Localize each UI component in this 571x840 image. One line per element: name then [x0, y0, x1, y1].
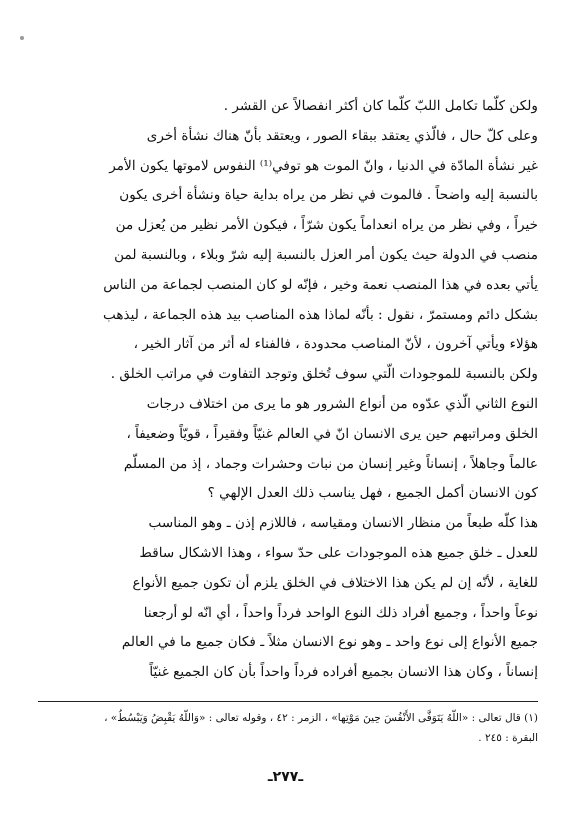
footnote-line: البقرة : ٢٤٥ . — [478, 732, 538, 744]
footnote-line: (١) قال تعالى : «اللّهُ يَتَوَفَّى الأَنْفُسَ حِينَ مَوْتِها» ، الزمر : ٤٢ ، وقوله تعالى : «وَاللّهُ يَقْبِضُ وَيَبْسُطُ» ، — [104, 712, 538, 724]
text-line: ولكن كلّما تكامل اللبّ كلّما كان أكثر انفصالاً عن القشر . — [223, 98, 538, 114]
text-line: جميع الأنواع إلى نوع واحد ـ وهو نوع الانسان مثلاً ـ فكان جميع ما في العالم — [121, 634, 538, 651]
text-line: بشكل دائم ومستمرّ ، نقول : بأنّه لماذا هذه المناصب بيد هذه الجماعة ، ليذهب — [103, 306, 538, 323]
text-line: هؤلاء ويأتي آخرون ، لأنّ المناصب محدودة ، فالفناء له أثر من آثار الخير ، — [133, 336, 538, 353]
text-line: هذا كلّه طبعاً من منظار الانسان ومقياسه ، فاللازم إذن ـ وهو المناسب — [148, 515, 538, 532]
text-line: كون الانسان أكمل الجميع ، فهل يناسب ذلك العدل الإلهي ؟ — [207, 485, 538, 502]
text-line: وعلى كلّ حال ، فالّذي يعتقد ببقاء الصور ، ويعتقد بأنّ هناك نشأة أخرى — [146, 127, 538, 144]
text-line: للغاية ، لأنّه إن لم يكن هذا الاختلاف في الخلق يلزم أن تكون جميع الأنواع — [132, 574, 538, 591]
footnote-separator — [38, 701, 538, 702]
page-body — [38, 92, 538, 688]
text-line: يأتي بعده في هذا المنصب نعمة وخير ، فإنّه لو كان المنصب لجماعة من الناس — [103, 276, 538, 293]
text-line: إنساناً ، وكان هذا الانسان بجميع أفراده فرداً واحداً بأن كان الجميع غنيّاً — [149, 664, 538, 681]
text-line: عالماً وجاهلاً ، إنساناً وغير إنسان من نبات وحشرات وجماد ، إذ من المسلّم — [123, 455, 538, 472]
footnote — [38, 708, 538, 748]
text-line: منصب في الدولة حيث يكون أمر العزل بالنسبة إليه شرّ وبلاء ، وبالنسبة لمن — [114, 246, 538, 263]
text-line: النوع الثاني الّذي عدّوه من أنواع الشرور هو ما يرى من اختلاف درجات — [146, 395, 538, 412]
text-line: ولكن بالنسبة للموجودات الّتي سوف تُخلق وتوجد التفاوت في مراتب الخلق . — [110, 366, 538, 383]
body-text — [38, 92, 538, 688]
text-line: للعدل ـ خلق جميع هذه الموجودات على حدّ سواء ، وهذا الاشكال ساقط — [139, 544, 538, 561]
margin-mark — [20, 36, 24, 40]
text-line: الخلق ومراتبهم حين يرى الانسان انّ في العالم غنيّاً وفقيراً ، قويّاً وضعيفاً ، — [126, 425, 538, 442]
text-line: غير نشأة المادّة في الدنيا ، وانّ الموت هو توفي⁽¹⁾ النفوس لاموتها يكون الأمر — [109, 157, 538, 174]
text-line: بالنسبة إليه واضحاً . فالموت في نظر من يراه بداية حياة ونشأة أخرى يكون — [119, 187, 538, 204]
text-line: خيراً ، وفي نظر من يراه انعداماً يكون شرّاً ، فيكون الأمر نظير من يُعزل من — [115, 217, 538, 234]
page-number: ـ٢٧٧ـ — [267, 769, 304, 785]
text-line: نوعاً واحداً ، وجميع أفراد ذلك النوع الواحد فرداً واحداً ، أي انّه لو أرجعنا — [143, 604, 538, 621]
